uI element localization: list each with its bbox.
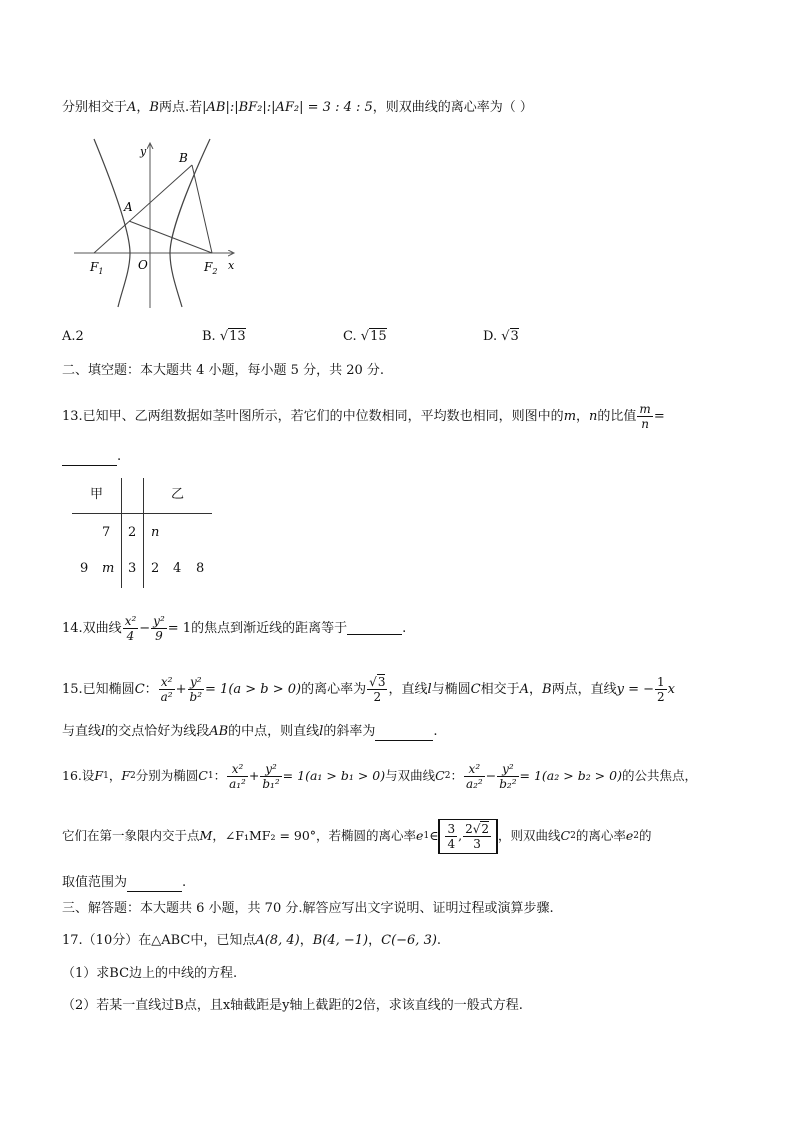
label-F1: $F_1$	[90, 260, 104, 276]
q17-part2: （2）若某一直线过B点，且x轴截距是y轴上截距的2倍，求该直线的一般式方程.	[62, 998, 523, 1013]
header-right: 乙	[171, 487, 185, 502]
q16-line1: 16.设 F 1 ， F 2 分别为椭圆 C 1 ： $\frac{\text{x²}}{\text{a₁²}}$ + $\frac{\text{y²}}{\text{b₁²}}$ = 1(a₁ > b₁ > 0) 与双曲线 C 2 ： $\frac{\text{x²}}{\text{a₂²}}$ − $\frac{\text{y²}}{\text{b₂²}}$ = 1(a₂ > b₂ > 0) 的公共焦点，	[62, 761, 697, 791]
label-B: B	[179, 151, 188, 165]
ratio-fraction: $\frac{m}{n}$	[639, 401, 651, 431]
q13-answer-blank[interactable]: .	[62, 450, 121, 466]
q14-answer-blank[interactable]	[347, 621, 402, 635]
stem: 2	[128, 525, 137, 540]
leaf-left: 7	[102, 525, 111, 540]
option-d[interactable]: D. √3	[483, 329, 519, 344]
q15-line1: 15.已知椭圆 C ： $\frac{\text{x²}}{\text{a²}}$ + $\frac{\text{y²}}{\text{b²}}$ = 1(a > b > 0) 的离心率为 $\frac{√3}{2}$ ，直线 l 与椭圆 C 相交于 A ， B 两点，直线 y = − $\frac{1}{2}$ x	[62, 674, 675, 704]
label-A: A	[124, 200, 133, 214]
q14-stem: 14.双曲线 $\frac{\text{x²}}{4}$ − $\frac{\text{y²}}{9}$ = 1 的焦点到渐近线的距离等于 .	[62, 613, 407, 643]
label-x: x	[228, 259, 235, 272]
stem: 3	[128, 561, 137, 576]
header-left: 甲	[90, 487, 104, 502]
leaf-right: 8	[196, 561, 205, 576]
section-solutions-title: 三、解答题：本大题共 6 小题，共 70 分.解答应写出文字说明、证明过程或演算步骤.	[62, 901, 554, 916]
q15-answer-blank[interactable]	[375, 727, 433, 741]
line-B-F2	[192, 165, 212, 253]
sqrt-icon: √	[360, 329, 370, 344]
option-b[interactable]: B. √13	[202, 329, 246, 344]
section-fill-in-title: 二、填空题：本大题共 4 小题，每小题 5 分，共 20 分.	[62, 363, 385, 378]
label-O: O	[138, 258, 148, 272]
sqrt-icon: √	[472, 821, 481, 836]
stem-leaf-plot	[72, 478, 212, 588]
right-branch	[170, 139, 210, 307]
leaf-left: 9	[80, 561, 89, 576]
label-y: y	[140, 145, 147, 158]
q15-line2: 与直线l的交点恰好为线段AB的中点，则直线l的斜率为 .	[62, 724, 438, 739]
leaf-left: m	[102, 561, 115, 576]
q17-part1: （1）求BC边上的中线的方程.	[62, 966, 238, 981]
sqrt-icon: √	[219, 329, 229, 344]
q17-stem: 17.（10分）在△ABC中，已知点A(8, 4)，B(4, −1)，C(−6, 3).	[62, 933, 442, 948]
q16-answer-blank[interactable]	[127, 878, 182, 892]
leaf-right: 2	[151, 561, 160, 576]
option-c[interactable]: C. √15	[343, 329, 387, 344]
left-branch	[94, 139, 130, 307]
q13-stem: 13.已知甲、乙两组数据如茎叶图所示，若它们的中位数相同，平均数也相同，则图中的 m ， n 的比值 $\frac{m}{n}$ =	[62, 401, 665, 431]
q16-line2: 它们在第一象限内交于点 M ，∠F₁MF₂ = 90°，若椭圆的离心率 e 1 ∈ $\frac{3}{4}$ , $\frac{2√2}{3}$ ，则双曲线 C 2 的离心率 e 2 的	[62, 812, 652, 860]
hyperbola-figure	[72, 135, 242, 310]
leaf-right: 4	[173, 561, 182, 576]
leaf-right: n	[151, 525, 160, 540]
q12-stem: 分别相交于A，B两点.若|AB|:|BF₂|:|AF₂| = 3 : 4 : 5，则双曲线的离心率为（ ）	[62, 100, 533, 115]
ecc-interval: $\frac{3}{4}$ , $\frac{2√2}{3}$	[438, 819, 498, 854]
ratio-expression: |AB|:|BF₂|:|AF₂| = 3 : 4 : 5	[202, 100, 373, 115]
sqrt-icon: √	[501, 329, 510, 344]
label-F2: $F_2$	[204, 260, 218, 276]
sqrt-icon: √	[369, 674, 377, 689]
q16-line3: 取值范围为 .	[62, 875, 187, 890]
option-a[interactable]: A.2	[62, 329, 84, 344]
